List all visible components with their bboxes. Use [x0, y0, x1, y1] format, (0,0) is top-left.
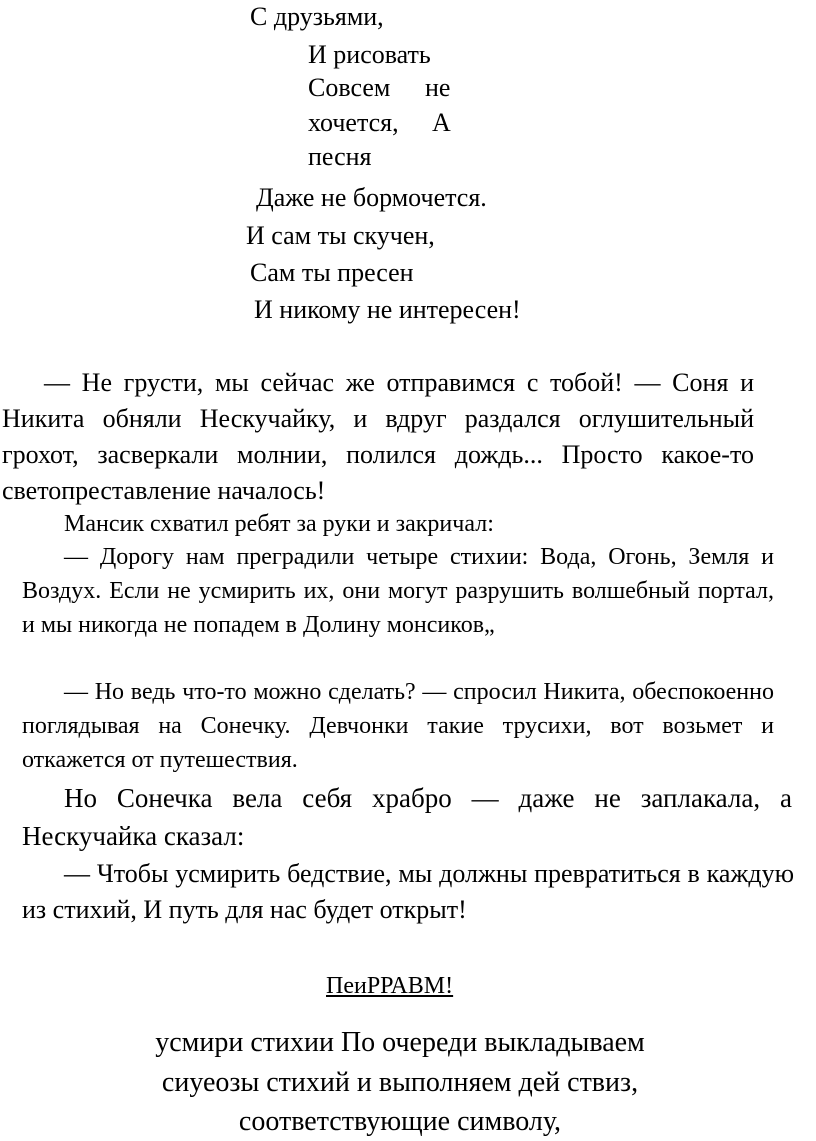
section-heading: ПеиРРАВМ!: [326, 973, 454, 999]
story-paragraph-6: — Чтобы усмирить бедствие, мы должны превратиться в каждую из стихий, И путь для нас будет открыт!: [22, 859, 794, 924]
poem-line-8: Сам ты пресен: [250, 258, 414, 287]
story-paragraph-1: — Не грусти, мы сейчас же отправимся с тобой! — Соня и Никита обняли Нескучайку, и вдруг раздался оглушительный грохот, засверкали молнии, полился дождь... Просто какое-то светопреставление началось!: [2, 368, 754, 505]
story-paragraph-3: — Дорогу нам преградили четыре стихии: Вода, Огонь, Земля и Воздух. Если не усмирить их, они могут разрушить волшебный портал, и мы никогда не попадем в Долину монсиков„: [22, 544, 774, 638]
poem-line-3a: Совсем: [308, 73, 391, 102]
poem-line-3b: не: [425, 73, 451, 102]
poem-line-7: И сам ты скучен,: [246, 221, 435, 250]
story-paragraph-2: Мансик схватил ребят за руки и закричал:: [64, 511, 494, 537]
poem-line-1: С друзьями,: [250, 2, 384, 31]
story-paragraph-5: Но Сонечка вела себя храбро — даже не заплакала, а Нескучайка сказал:: [22, 783, 792, 851]
poem-line-9: И никому не интересен!: [254, 295, 521, 324]
story-paragraph-4: — Но ведь что-то можно сделать? — спросил Никита, обеспокоенно поглядывая на Сонечку. Девчонки такие трусихи, вот возьмет и откажется от путешествия.: [22, 679, 774, 773]
poem-line-2: И рисовать: [308, 40, 431, 69]
poem-line-4a: хочется,: [308, 108, 399, 137]
instruction-line-3: соответствующие символу,: [238, 1106, 562, 1137]
poem-line-4b: А: [432, 108, 451, 137]
poem-line-5: песня: [308, 142, 372, 171]
poem-line-6: Даже не бормочется.: [256, 183, 487, 212]
instruction-line-1: усмири стихии По очереди выкладываем: [155, 1027, 645, 1058]
instruction-line-2: сиуеозы стихий и выполняем дей ствиз,: [161, 1067, 639, 1098]
